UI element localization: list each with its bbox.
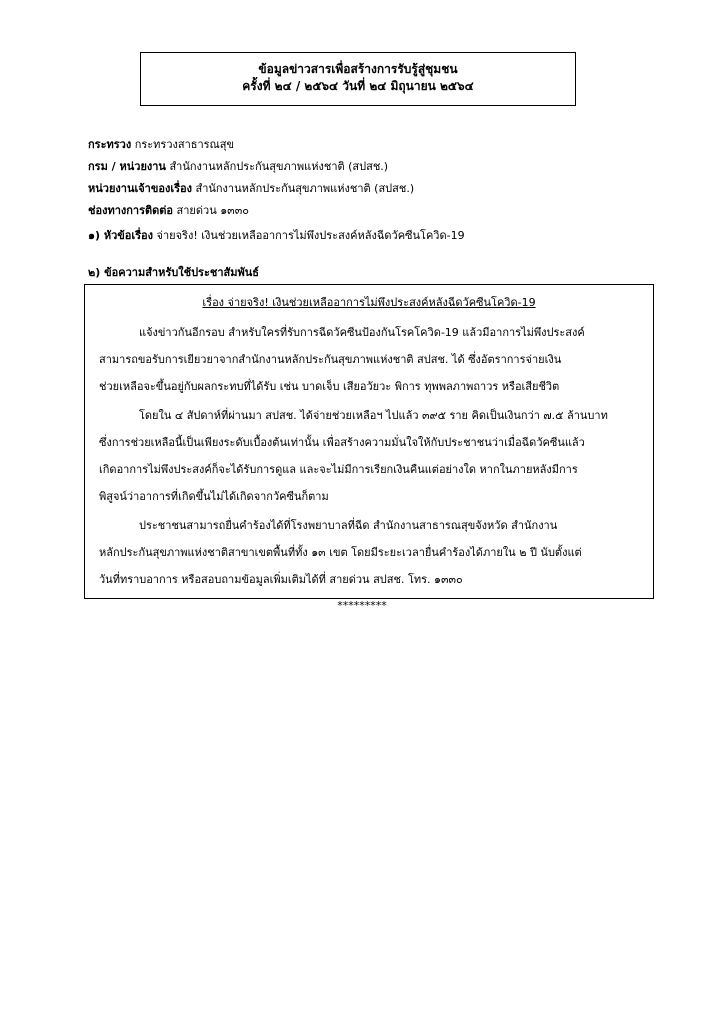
topic-line [88,227,648,245]
meta-ministry-value: กระทรวงสาธารณสุข [134,138,234,151]
paragraph-line: พิสูจน์ว่าอาการที่เกิดขึ้นไม่ได้เกิดจากวัคซีนก็ตาม [99,490,329,503]
paragraph-line: ซึ่งการช่วยเหลือนี้เป็นเพียงระดับเบื้องต้นเท่านั้น เพื่อสร้างความมั่นใจให้กับประชาชนว่าเมื่อฉีดวัคซีนแล้ว [99,436,585,449]
paragraph-line: โดยใน ๔ สัปดาห์ที่ผ่านมา สปสช. ได้จ่ายช่วยเหลือฯ ไปแล้ว ๓๙๕ ราย คิดเป็นเงินกว่า ๗.๕ ล้านบาท [139,409,608,422]
announcement-title: เรื่อง จ่ายจริง! เงินช่วยเหลืออาการไม่พึงประสงค์หลังฉีดวัคซีนโควิด-19 [202,296,536,309]
paragraph-line: หลักประกันสุขภาพแห่งชาติสาขาเขตพื้นที่ทั้ง ๑๓ เขต โดยมีระยะเวลายื่นคำร้องได้ภายใน ๒ ปี นับตั้งแต่ [99,546,582,559]
paragraph-line: เกิดอาการไม่พึงประสงค์ก็จะได้รับการดูแล และจะไม่มีการเรียกเงินคืนแต่อย่างใด หากในภายหลังมีการ [99,463,578,476]
meta-department [88,156,648,178]
paragraph-line: ประชาชนสามารถยื่นคำร้องได้ที่โรงพยาบาลที่ฉีด สำนักงานสาธารณสุขจังหวัด สำนักงาน [139,519,558,532]
meta-owner-label: หน่วยงานเจ้าของเรื่อง [88,182,192,195]
header-title: ข้อมูลข่าวสารเพื่อสร้างการรับรู้สู่ชุมชน [258,62,458,76]
meta-department-label: กรม / หน่วยงาน [88,160,166,173]
meta-ministry-label: กระทรวง [88,138,132,151]
header-box [140,52,576,106]
paragraph-line: ช่วยเหลือจะขึ้นอยู่กับผลกระทบที่ได้รับ เช่น บาดเจ็บ เสียอวัยวะ พิการ ทุพพลภาพถาวร หรือเสียชีวิต [99,380,560,393]
paragraph-2 [99,402,639,510]
meta-contact [88,200,648,222]
announcement-box [84,284,654,599]
meta-info [88,134,648,222]
meta-contact-value: สายด่วน ๑๓๓๐ [176,204,249,217]
topic-value: จ่ายจริง! เงินช่วยเหลืออาการไม่พึงประสงค์หลังฉีดวัคซีนโควิด-19 [156,229,465,242]
meta-owner [88,178,648,200]
meta-owner-value: สำนักงานหลักประกันสุขภาพแห่งชาติ (สปสช.) [195,182,415,195]
paragraph-line: แจ้งข่าวกันอีกรอบ สำหรับใครที่รับการฉีดวัคซีนป้องกันโรคโควิด-19 แล้วมีอาการไม่พึงประสงค์ [139,326,585,339]
meta-contact-label: ช่องทางการติดต่อ [88,204,174,217]
section2-heading: ๒) ข้อความสำหรับใช้ประชาสัมพันธ์ [88,266,259,279]
paragraph-1 [99,319,639,400]
meta-ministry [88,134,648,156]
header-issue-date: ครั้งที่ ๒๔ / ๒๕๖๔ วันที่ ๒๔ มิถุนายน ๒๕๖๔ [242,79,474,93]
meta-department-value: สำนักงานหลักประกันสุขภาพแห่งชาติ (สปสช.) [169,160,389,173]
paragraph-line: วันที่ทราบอาการ หรือสอบถามข้อมูลเพิ่มเติมได้ที่ สายด่วน สปสช. โทร. ๑๓๓๐ [99,573,463,586]
paragraph-3 [99,512,639,593]
paragraph-line: สามารถขอรับการเยียวยาจากสำนักงานหลักประกันสุขภาพแห่งชาติ สปสช. ได้ ซึ่งอัตราการจ่ายเงิน [99,353,562,366]
end-marker: ********* [337,599,387,612]
topic-label: ๑) หัวข้อเรื่อง [88,229,154,242]
